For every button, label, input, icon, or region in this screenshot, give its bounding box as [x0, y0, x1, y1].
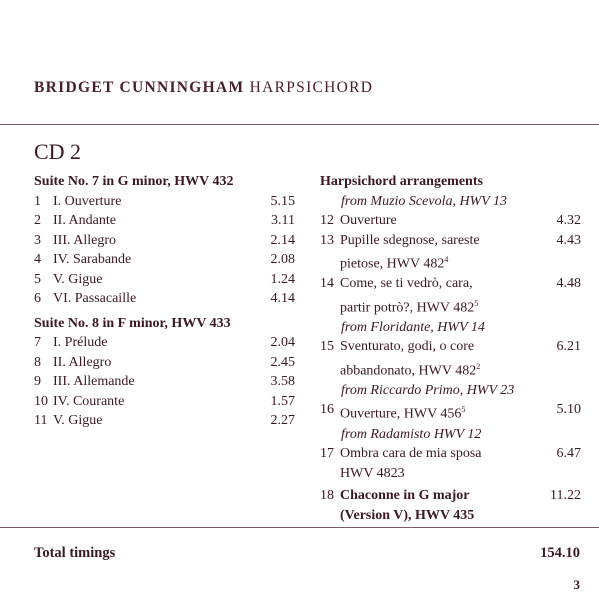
- track-row: [34, 231, 295, 251]
- track-number: 9: [34, 374, 41, 389]
- track-title: [340, 444, 557, 483]
- track-title: III. Allemande: [53, 374, 135, 389]
- track-number: 8: [34, 354, 41, 370]
- track-row: [320, 337, 581, 381]
- track-row: [320, 231, 581, 275]
- track-number: 16: [320, 402, 334, 418]
- track-title: Ouverture: [340, 213, 397, 228]
- track-row: [320, 486, 581, 525]
- track-time: 4.32: [556, 213, 581, 228]
- track-row: [34, 333, 295, 353]
- left-column: [34, 172, 295, 431]
- track-row: [34, 411, 295, 431]
- track-number: 2: [34, 213, 41, 228]
- track-time: 3.58: [270, 374, 295, 389]
- booklet-header: [34, 79, 373, 97]
- suite-title: Suite No. 7 in G minor, HWV 432: [34, 174, 234, 189]
- track-row: [34, 289, 295, 309]
- track-title: [340, 400, 557, 424]
- track-time: 3.11: [271, 213, 295, 228]
- track-number: 3: [34, 232, 41, 248]
- track-title-line: Ombra cara de mia sposa: [340, 446, 482, 462]
- track-title-line: Sventurato, godi, o core: [340, 339, 475, 355]
- track-row: [34, 211, 295, 231]
- track-title: I. Prélude: [53, 335, 108, 350]
- track-time: 4.48: [556, 276, 581, 292]
- track-title: V. Gigue: [53, 271, 103, 287]
- track-title-line: HWV 4823: [340, 465, 405, 481]
- source-note: from Floridante, HWV 14: [341, 319, 485, 335]
- track-row: [34, 353, 295, 373]
- track-title: [340, 486, 550, 525]
- track-row: [320, 274, 581, 318]
- footnote-mark: 5: [461, 405, 466, 415]
- footnote-mark: 2: [476, 361, 481, 371]
- track-row: [320, 211, 581, 231]
- track-title-line: Come, se ti vedrò, cara,: [340, 276, 473, 292]
- track-title-line: abbandonato, HWV 482: [340, 363, 477, 379]
- track-time: 5.10: [556, 402, 581, 418]
- track-title: [340, 337, 557, 381]
- source-note: from Muzio Scevola, HWV 13: [341, 193, 508, 209]
- track-time: 11.22: [550, 488, 581, 504]
- track-number: 18: [320, 488, 334, 504]
- track-title-line: Chaconne in G major: [340, 488, 470, 504]
- instrument-name: HARPSICHORD: [249, 79, 374, 96]
- track-time: 2.45: [270, 354, 295, 370]
- total-timings-row: [34, 545, 580, 562]
- track-time: 6.47: [556, 446, 581, 462]
- track-row: [320, 444, 581, 483]
- track-row: [34, 392, 295, 412]
- track-title-line: Pupille sdegnose, sareste: [340, 232, 480, 248]
- track-row: [34, 192, 295, 212]
- track-title: IV. Courante: [53, 393, 125, 409]
- track-number: 17: [320, 446, 334, 462]
- total-value: 154.10: [540, 545, 580, 561]
- track-number: 10: [34, 393, 48, 409]
- track-number: 14: [320, 276, 334, 292]
- track-row: [34, 250, 295, 270]
- right-column: [320, 172, 581, 525]
- footnote-mark: 4: [444, 255, 449, 264]
- track-time: 2.14: [270, 232, 295, 248]
- track-title-line: pietose, HWV 482: [340, 256, 445, 272]
- track-number: 11: [34, 413, 48, 428]
- bottom-divider: [0, 527, 599, 528]
- track-time: 5.15: [270, 193, 295, 209]
- track-title: IV. Sarabande: [53, 252, 132, 267]
- track-title: [340, 231, 557, 275]
- suite-title: Suite No. 8 in F minor, HWV 433: [34, 315, 231, 331]
- total-label: Total timings: [34, 545, 116, 561]
- track-number: 12: [320, 213, 334, 228]
- footnote-mark: 5: [474, 298, 479, 308]
- top-divider: [0, 124, 599, 125]
- track-number: 13: [320, 232, 334, 248]
- artist-name: BRIDGET CUNNINGHAM: [34, 79, 245, 96]
- cd-label: CD 2: [34, 139, 82, 164]
- track-number: 4: [34, 252, 41, 267]
- track-title: III. Allegro: [53, 232, 116, 248]
- track-title: V. Gigue: [53, 413, 103, 428]
- track-title: II. Andante: [53, 213, 116, 228]
- section-title: Harpsichord arrangements: [320, 174, 483, 189]
- track-time: 2.04: [270, 335, 295, 350]
- track-time: 6.21: [556, 339, 581, 355]
- track-time: 4.14: [270, 291, 295, 306]
- track-time: 1.57: [270, 393, 295, 409]
- page-number: 3: [573, 577, 580, 592]
- track-row: [34, 372, 295, 392]
- track-title-line: (Version V), HWV 435: [340, 507, 475, 523]
- track-time: 2.27: [270, 413, 295, 428]
- track-number: 1: [34, 193, 41, 209]
- track-time: 1.24: [270, 271, 295, 287]
- track-row: [320, 400, 581, 424]
- track-title: II. Allegro: [53, 354, 112, 370]
- track-number: 7: [34, 335, 41, 350]
- track-title: I. Ouverture: [53, 193, 122, 209]
- track-number: 6: [34, 291, 41, 306]
- track-title-line: partir potrò?, HWV 482: [340, 300, 475, 316]
- track-row: [34, 270, 295, 290]
- track-title: VI. Passacaille: [53, 291, 137, 306]
- track-number: 15: [320, 339, 334, 355]
- track-time: 4.43: [556, 232, 581, 248]
- track-title: [340, 274, 557, 318]
- track-title-line: Ouverture, HWV 456: [340, 407, 462, 423]
- track-number: 5: [34, 271, 41, 287]
- track-time: 2.08: [270, 252, 295, 267]
- source-note: from Riccardo Primo, HWV 23: [341, 382, 515, 398]
- source-note: from Radamisto HWV 12: [341, 426, 482, 442]
